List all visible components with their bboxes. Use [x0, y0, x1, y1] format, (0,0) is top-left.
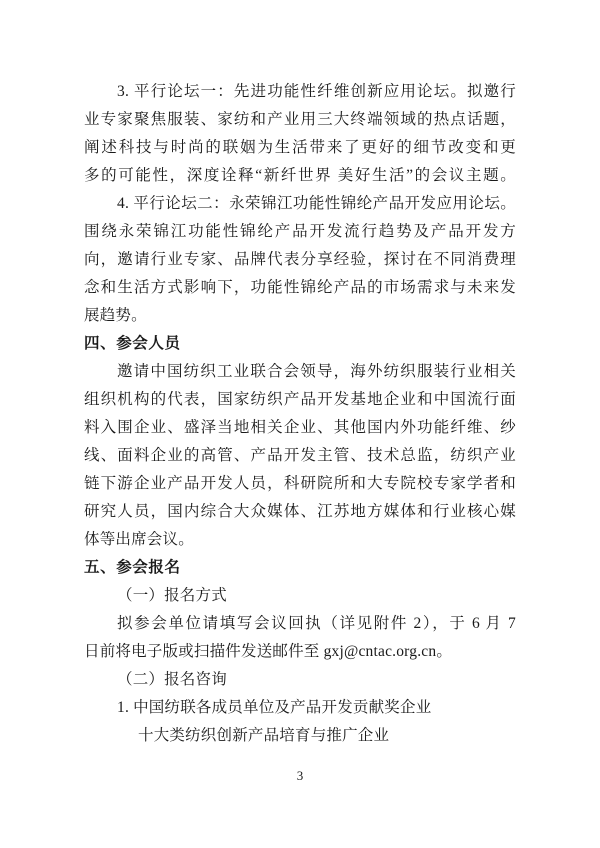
text-line: 念和生活方式影响下，功能性锦纶产品的市场需求与未来发: [84, 279, 516, 296]
text-line: 4. 平行论坛二：永荣锦江功能性锦纶产品开发应用论坛。: [117, 195, 516, 212]
text-line: 十大类纺织创新产品培育与推广企业: [138, 727, 390, 744]
text-line: 展趋势。: [84, 307, 147, 324]
page-number: 3: [296, 768, 304, 783]
text-line: 3. 平行论坛一：先进功能性纤维创新应用论坛。拟邀行: [117, 83, 516, 100]
document-body: [84, 78, 516, 750]
text-line: 围绕永荣锦江功能性锦纶产品开发流行趋势及产品开发方: [84, 223, 516, 240]
text-line: （二）报名咨询: [117, 671, 227, 688]
text-line: 1. 中国纺联各成员单位及产品开发贡献奖企业: [117, 699, 432, 716]
section-heading: 五、参会报名: [84, 559, 181, 576]
text-line: 邀请中国纺织工业联合会领导，海外纺织服装行业相关: [117, 363, 516, 380]
text-line: （一）报名方式: [117, 587, 227, 604]
text-line: 料入围企业、盛泽当地相关企业、其他国内外功能纤维、纱: [84, 419, 516, 436]
section-heading: 四、参会人员: [84, 335, 181, 352]
text-line: 线、面料企业的高管、产品开发主管、技术总监，纺织产业: [84, 447, 516, 464]
text-line: 多的可能性，深度诠释“新纤世界 美好生活”的会议主题。: [84, 167, 516, 184]
text-line: 链下游企业产品开发人员，科研院所和大专院校专家学者和: [84, 475, 516, 492]
text-line: 向，邀请行业专家、品牌代表分享经验，探讨在不同消费理: [84, 251, 516, 268]
text-line: 研究人员，国内综合大众媒体、江苏地方媒体和行业核心媒: [84, 503, 516, 520]
text-line: 日前将电子版或扫描件发送邮件至 gxj@cntac.org.cn。: [84, 643, 453, 660]
text-line: 拟参会单位请填写会议回执（详见附件 2），于 6 月 7: [117, 615, 516, 632]
text-line: 阐述科技与时尚的联姻为生活带来了更好的细节改变和更: [84, 139, 516, 156]
text-line: 业专家聚焦服装、家纺和产业用三大终端领域的热点话题，: [84, 111, 516, 128]
text-line: 组织机构的代表，国家纺织产品开发基地企业和中国流行面: [84, 391, 516, 408]
text-line: 体等出席会议。: [84, 531, 194, 548]
